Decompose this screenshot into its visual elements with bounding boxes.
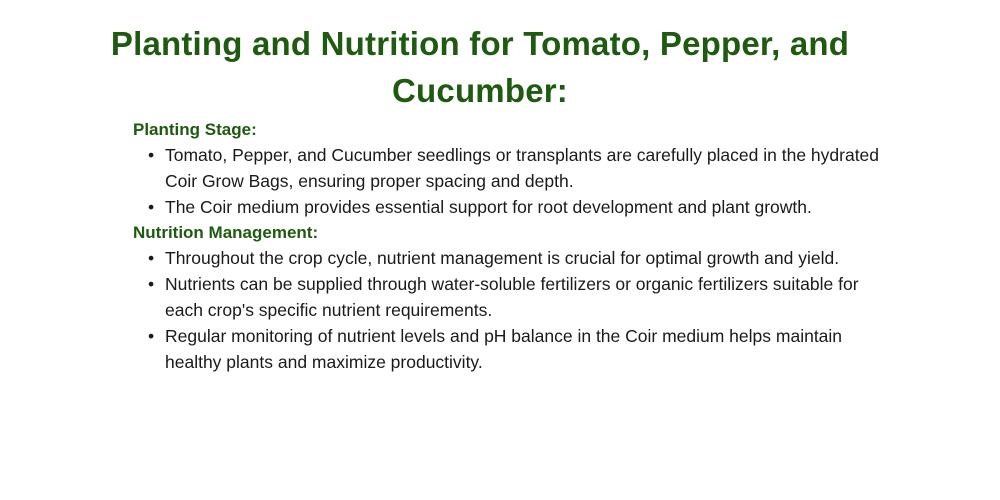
bullet-icon: • <box>148 248 155 268</box>
list-item-text: Regular monitoring of nutrient levels and pH balance in the Coir medium helps maintain healthy plants and maximize productivity. <box>165 326 843 372</box>
bullet-icon: • <box>148 145 155 165</box>
planting-stage-list <box>133 142 893 220</box>
list-item <box>133 245 893 271</box>
list-item-text: Tomato, Pepper, and Cucumber seedlings or transplants are carefully placed in the hydrated Coir Grow Bags, ensuring proper spacing and depth. <box>165 145 880 191</box>
bullet-icon: • <box>148 274 155 294</box>
list-item <box>133 271 893 323</box>
list-item-text: Nutrients can be supplied through water-soluble fertilizers or organic fertilizers suitable for each crop's specific nutrient requirements. <box>165 274 859 320</box>
list-item <box>133 323 893 375</box>
section-heading-planting-stage: Planting Stage: <box>133 120 257 139</box>
section-heading-nutrition-management: Nutrition Management: <box>133 223 319 242</box>
bullet-icon: • <box>148 197 155 217</box>
list-item <box>133 194 893 220</box>
bullet-icon: • <box>148 326 155 346</box>
page-title: Planting and Nutrition for Tomato, Pepper, and Cucumber: <box>110 25 850 109</box>
list-item-text: The Coir medium provides essential support for root development and plant growth. <box>165 197 812 217</box>
list-item-text: Throughout the crop cycle, nutrient management is crucial for optimal growth and yield. <box>165 248 840 268</box>
list-item <box>133 142 893 194</box>
content-body <box>133 118 893 376</box>
nutrition-management-list <box>133 245 893 375</box>
